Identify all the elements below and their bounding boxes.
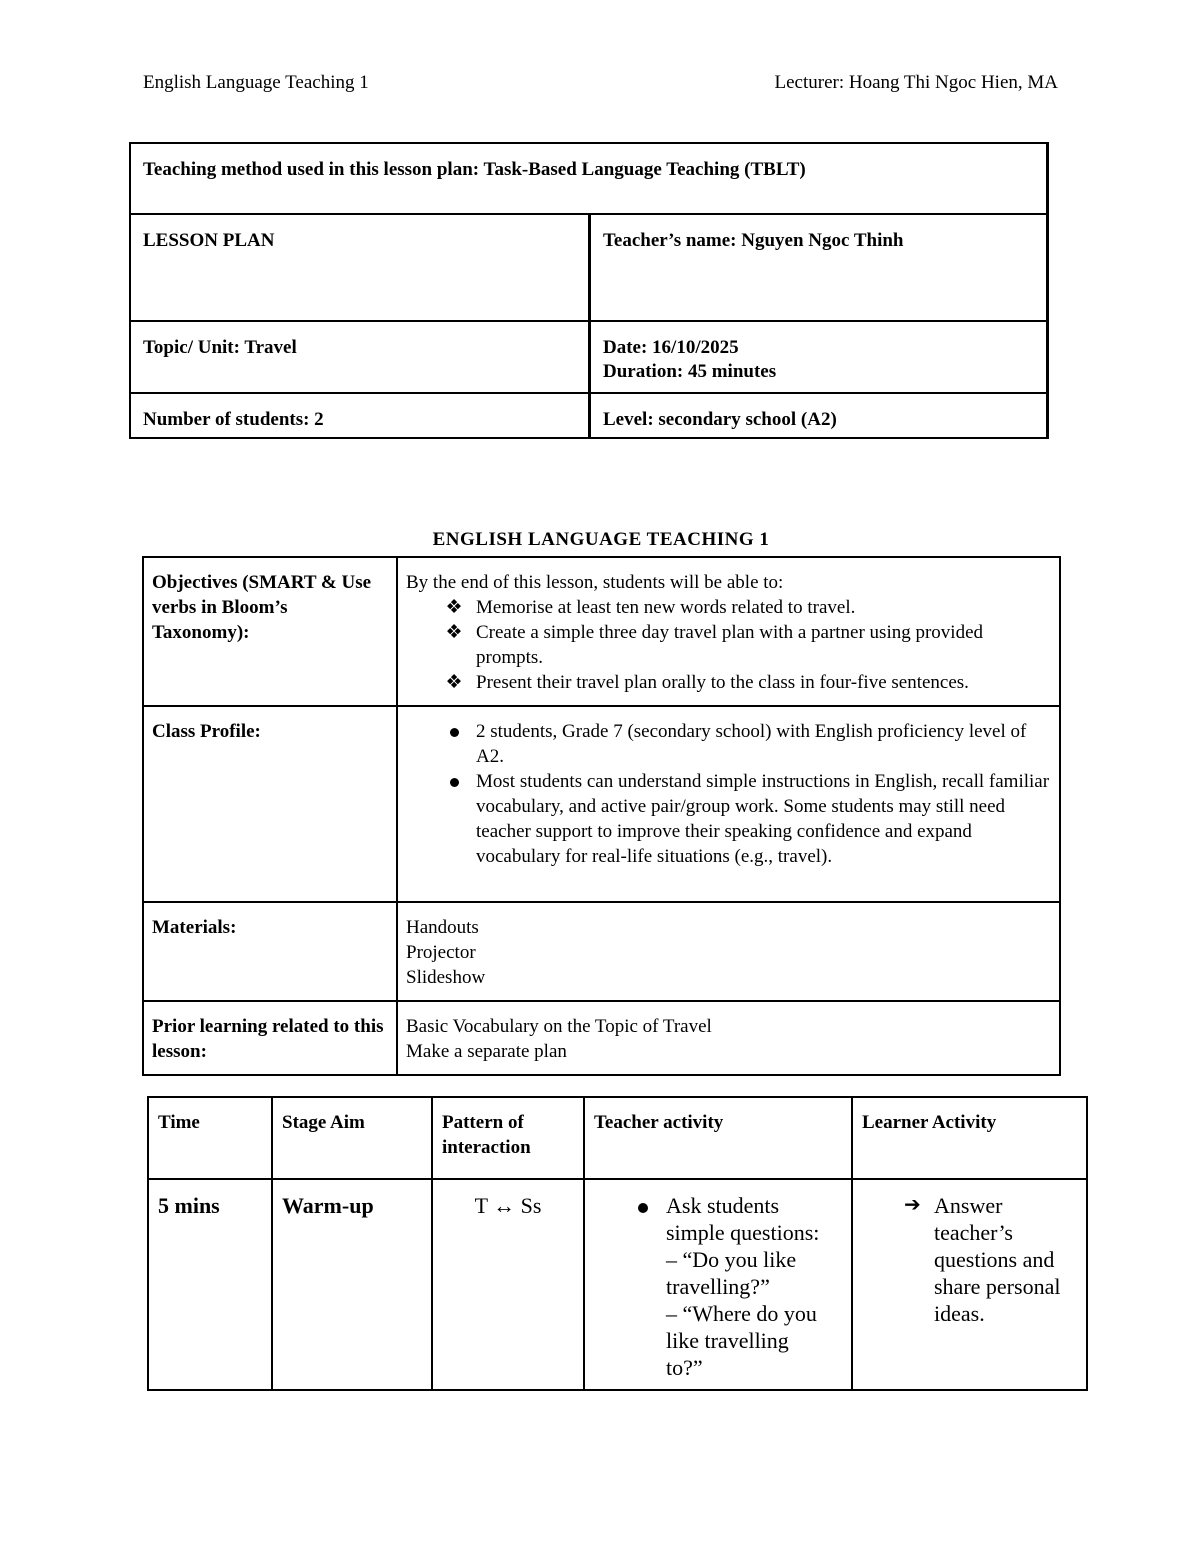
objective-item: ❖ Memorise at least ten new words related to travel. xyxy=(406,595,1051,620)
prior-learning-label: Prior learning related to this lesson: xyxy=(143,1001,397,1075)
header-course-title: English Language Teaching 1 xyxy=(143,72,369,93)
lesson-date: Date: 16/10/2025 xyxy=(603,337,739,358)
row-teacher-activity: Ask students simple questions: – “Do you like travelling?” – “Where do you like travelling to?” xyxy=(584,1179,852,1390)
row-pattern: T ↔ Ss xyxy=(432,1179,584,1390)
procedure-header-row xyxy=(148,1097,1087,1179)
header-lecturer: Lecturer: Hoang Thi Ngoc Hien, MA xyxy=(774,72,1058,93)
diamond-bullet-icon: ❖ xyxy=(445,597,463,618)
teacher-name: Teacher’s name: Nguyen Ngoc Thinh xyxy=(603,230,904,251)
objectives-label: Objectives (SMART & Use verbs in Bloom’s Taxonomy): xyxy=(143,557,397,706)
students-cell xyxy=(130,393,590,438)
row-learner-activity: ➔ Answer teacher’s questions and share personal ideas. xyxy=(852,1179,1087,1390)
class-profile-item: 2 students, Grade 7 (secondary school) with English proficiency level of A2. xyxy=(406,719,1051,769)
material-item: Slideshow xyxy=(406,967,486,988)
diamond-bullet-icon: ❖ xyxy=(445,672,463,693)
teacher-name-cell xyxy=(590,214,1048,321)
class-profile-cell xyxy=(397,706,1060,902)
material-item: Projector xyxy=(406,942,476,963)
teaching-method-cell xyxy=(130,143,1048,214)
class-profile-label: Class Profile: xyxy=(143,706,397,902)
material-item: Handouts xyxy=(406,917,479,938)
class-profile-item: Most students can understand simple instructions in English, recall familiar vocabulary, and active pair/group work. Some students may still need teacher support to improve their speaking confidence and expand vocabulary for real-life situations (e.g., travel). xyxy=(406,769,1051,869)
diamond-bullet-icon: ❖ xyxy=(445,622,463,643)
objective-item: ❖ Present their travel plan orally to the class in four-five sentences. xyxy=(406,670,1051,695)
objectives-intro: By the end of this lesson, students will be able to: xyxy=(406,572,784,593)
col-header-teacher: Teacher activity xyxy=(584,1097,852,1179)
col-header-learner: Learner Activity xyxy=(852,1097,1087,1179)
objectives-cell xyxy=(397,557,1060,706)
col-header-pattern: Pattern of interaction xyxy=(432,1097,584,1179)
lesson-plan-overview-table xyxy=(129,142,1049,439)
procedure-row xyxy=(148,1179,1087,1390)
lesson-info-table xyxy=(142,556,1061,1076)
number-of-students: Number of students: 2 xyxy=(143,409,324,430)
arrow-right-icon: ➔ xyxy=(904,1194,921,1216)
dot-bullet-icon xyxy=(638,1192,648,1219)
topic-unit: Topic/ Unit: Travel xyxy=(143,337,297,358)
teaching-method: Teaching method used in this lesson plan: Task-Based Language Teaching (TBLT) xyxy=(143,159,806,180)
materials-cell xyxy=(397,902,1060,1001)
col-header-time: Time xyxy=(148,1097,272,1179)
student-level: Level: secondary school (A2) xyxy=(603,409,837,430)
objective-item: ❖ Create a simple three day travel plan with a partner using provided prompts. xyxy=(406,620,1051,670)
objectives-list xyxy=(406,595,1051,695)
level-cell xyxy=(590,393,1048,438)
col-header-stage: Stage Aim xyxy=(272,1097,432,1179)
prior-learning-item: Basic Vocabulary on the Topic of Travel xyxy=(406,1016,712,1037)
prior-learning-item: Make a separate plan xyxy=(406,1041,567,1062)
lesson-duration: Duration: 45 minutes xyxy=(603,361,777,382)
date-duration-cell xyxy=(590,321,1048,393)
lesson-plan-cell xyxy=(130,214,590,321)
lesson-plan-label: LESSON PLAN xyxy=(143,230,275,251)
dot-bullet-icon xyxy=(442,769,466,794)
class-profile-list xyxy=(406,719,1051,869)
dot-bullet-icon xyxy=(442,719,466,744)
topic-cell xyxy=(130,321,590,393)
procedure-table xyxy=(147,1096,1088,1391)
row-time: 5 mins xyxy=(148,1179,272,1390)
section-title: ENGLISH LANGUAGE TEACHING 1 xyxy=(432,529,770,550)
materials-label: Materials: xyxy=(143,902,397,1001)
row-stage: Warm-up xyxy=(272,1179,432,1390)
prior-learning-cell xyxy=(397,1001,1060,1075)
